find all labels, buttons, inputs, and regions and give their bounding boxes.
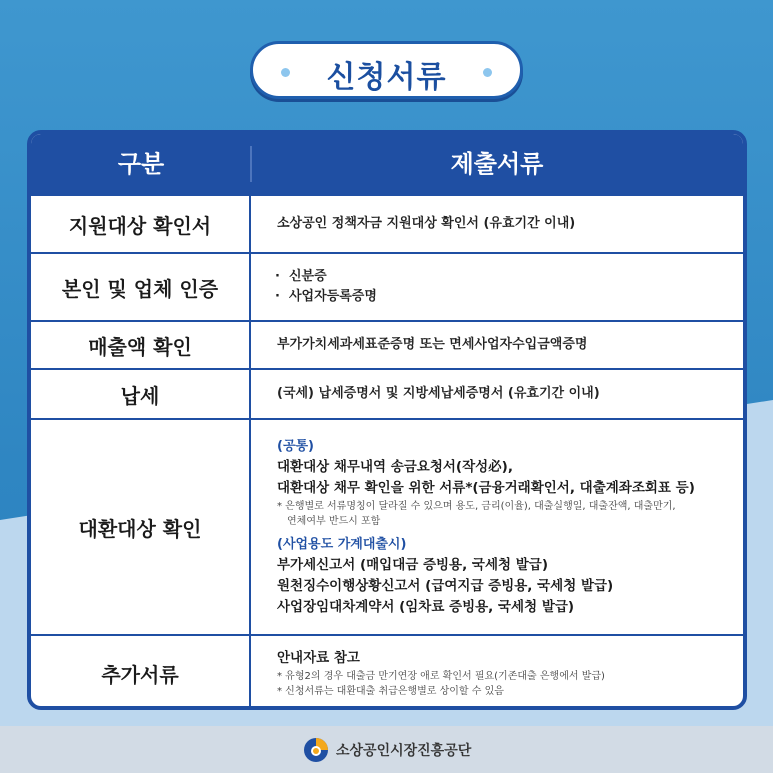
column-divider (249, 420, 251, 634)
column-divider (249, 254, 251, 320)
row-category: 매출액 확인 (88, 334, 192, 359)
list-item: · 신분증 (275, 269, 327, 284)
documents-table (27, 130, 747, 710)
list-item: · 사업자등록증명 (275, 289, 377, 304)
document-line: 안내자료 참고 (277, 649, 360, 666)
document-line: 부가세신고서 (매입대금 증빙용, 국세청 발급) (277, 556, 549, 573)
footnote: 연체여부 반드시 포함 (287, 515, 381, 527)
table-row (31, 252, 743, 320)
row-content (275, 254, 733, 320)
document-line: 대환대상 채무 확인을 위한 서류*(금융거래확인서, 대출계좌조회표 등) (277, 479, 695, 496)
org-name: 소상공인시장진흥공단 (336, 743, 472, 759)
row-category: 본인 및 업체 인증 (61, 276, 219, 301)
page-title: 신청서류 (326, 60, 447, 95)
document-line: 대환대상 채무내역 송금요청서(작성必), (277, 458, 513, 475)
decorative-dot-icon (483, 68, 492, 77)
table-row (31, 634, 743, 710)
header-category: 구분 (117, 150, 165, 178)
row-category: 대환대상 확인 (78, 516, 202, 541)
row-content (277, 322, 733, 368)
row-content (277, 196, 733, 252)
document-text: (국세) 납세증명서 및 지방세납세증명서 (유효기간 이내) (277, 386, 600, 401)
table-row (31, 418, 743, 634)
header-documents: 제출서류 (450, 150, 544, 178)
column-divider (249, 636, 251, 710)
row-content (277, 420, 733, 634)
column-divider (249, 322, 251, 368)
org-logo-icon (303, 737, 329, 763)
document-text: 부가가치세과세표준증명 또는 면세사업자수입금액증명 (277, 337, 588, 352)
list-item-text: 사업자등록증명 (289, 289, 377, 304)
row-category: 납세 (120, 383, 160, 408)
table-row (31, 194, 743, 252)
document-line: 원천징수이행상황신고서 (급여지급 증빙용, 국세청 발급) (277, 577, 614, 594)
section-label-common: (공통) (277, 438, 314, 454)
section-label-business: (사업용도 가계대출시) (277, 536, 407, 552)
row-category: 지원대상 확인서 (68, 213, 212, 238)
document-text: 소상공인 정책자금 지원대상 확인서 (유효기간 이내) (277, 216, 576, 231)
list-item-text: 신분증 (289, 269, 327, 284)
column-divider (249, 370, 251, 418)
document-line: 사업장임대차계약서 (임차료 증빙용, 국세청 발급) (277, 598, 575, 615)
row-category: 추가서류 (101, 662, 179, 687)
row-content (277, 636, 733, 710)
footnote: * 은행별로 서류명칭이 달라질 수 있으며 용도, 금리(이율), 대출실행일, 대출잔액, 대출만기, (277, 500, 676, 512)
table-header (31, 134, 743, 194)
footer (0, 726, 773, 773)
footnote: * 유형2의 경우 대출금 만기연장 애로 확인서 필요(기존대출 은행에서 발급) (277, 670, 605, 682)
footnote: * 신청서류는 대환대출 취급은행별로 상이할 수 있음 (277, 685, 504, 697)
column-divider (249, 196, 251, 252)
table-row (31, 368, 743, 418)
table-row (31, 320, 743, 368)
row-content (277, 370, 733, 418)
title-pill (250, 41, 523, 99)
